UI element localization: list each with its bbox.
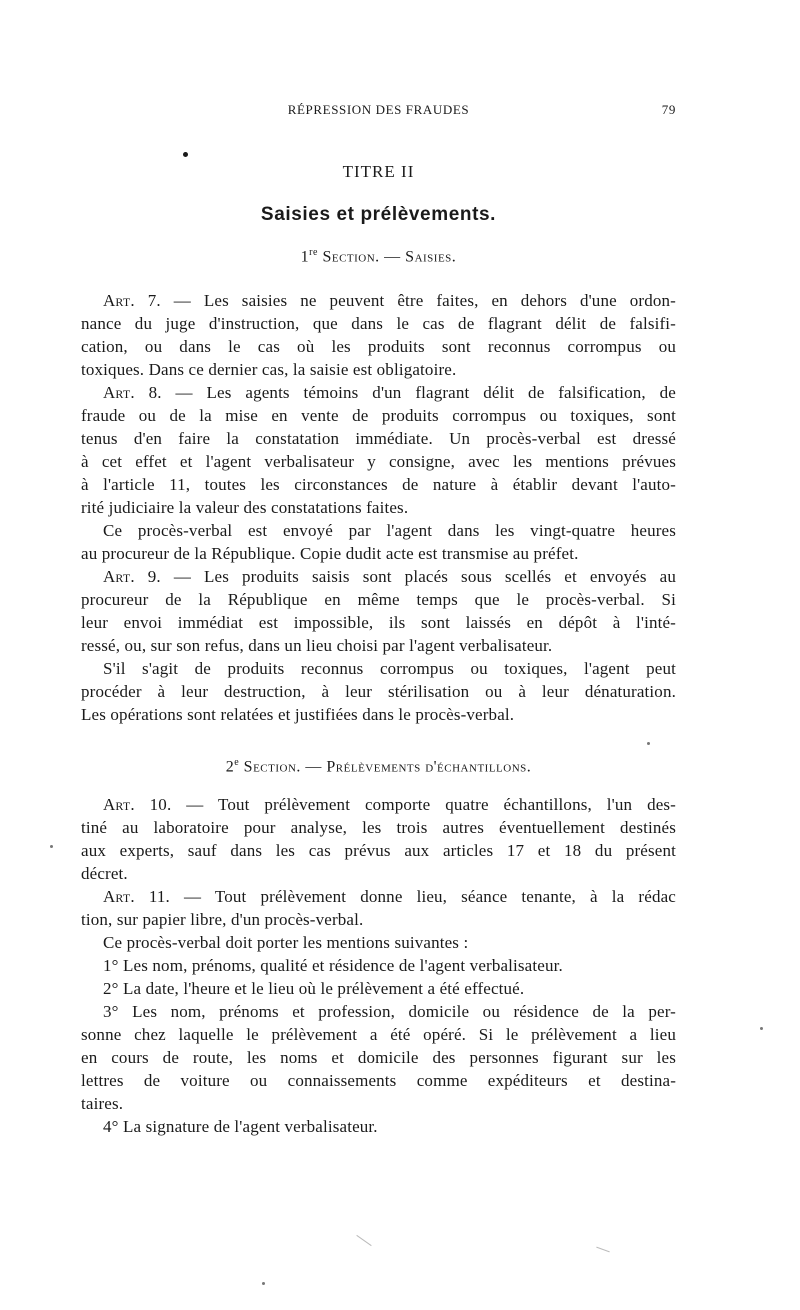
article-11-line: tion, sur papier libre, d'un procès-verbal.	[81, 910, 364, 929]
article-10-line: aux experts, sauf dans les cas prévus aux articles 17 et 18 du présent	[81, 841, 676, 860]
scan-mark	[356, 1235, 371, 1246]
article-8-line	[81, 381, 676, 404]
article-11-line	[81, 885, 676, 908]
article-8-line: fraude ou de la mise en vente de produits corrompus ou toxiques, sont	[81, 406, 676, 425]
section-2-number: 2	[225, 758, 235, 776]
page-number: 79	[661, 102, 676, 117]
scan-speck	[50, 845, 53, 848]
article-9	[81, 565, 676, 726]
article-7-line	[81, 289, 676, 312]
article-8	[81, 381, 676, 565]
chapter-title: TITRE II	[342, 162, 415, 181]
article-8-line: au procureur de la République. Copie dudit acte est transmise au préfet.	[81, 544, 579, 563]
article-11-text: — Tout prélèvement donne lieu, séance tenante, à la rédac	[183, 887, 676, 906]
article-11-label: Art. 11.	[103, 887, 170, 906]
article-10-label: Art. 10.	[103, 795, 172, 814]
list-item: 4° La signature de l'agent verbalisateur.	[103, 1117, 378, 1136]
list-item-line: en cours de route, les noms et domicile des personnes figurant sur les	[81, 1048, 676, 1067]
section-1-heading	[81, 247, 676, 266]
scan-speck	[647, 742, 650, 745]
list-item: 2° La date, l'heure et le lieu où le prélèvement a été effectué.	[103, 979, 525, 998]
article-10-line: décret.	[81, 864, 128, 883]
list-item-line: sonne chez laquelle le prélèvement a été opéré. Si le prélèvement a lieu	[81, 1025, 676, 1044]
article-7-text: — Les saisies ne peuvent être faites, en dehors d'une ordon-	[173, 291, 676, 310]
article-9-line: S'il s'agit de produits reconnus corrompus ou toxiques, l'agent peut	[103, 659, 676, 678]
list-item-line: lettres de voiture ou connaissements comme expéditeurs et destina-	[81, 1071, 676, 1090]
list-item: 3° Les nom, prénoms et profession, domicile ou résidence de la per-	[103, 1002, 676, 1021]
article-10-line	[81, 793, 676, 816]
article-8-line: à cet effet et l'agent verbalisateur y consigne, avec les mentions prévues	[81, 452, 676, 471]
article-8-line: à l'article 11, toutes les circonstances de nature à établir devant l'auto-	[81, 475, 676, 494]
article-10-line: tiné au laboratoire pour analyse, les trois autres éventuellement destinés	[81, 818, 676, 837]
article-7-line: toxiques. Dans ce dernier cas, la saisie est obligatoire.	[81, 360, 457, 379]
ink-dot	[183, 152, 188, 157]
section-2-number-suffix: e	[234, 757, 240, 768]
article-9-line	[81, 565, 676, 588]
section-1-number-suffix: re	[309, 247, 318, 258]
article-9-line: Les opérations sont relatées et justifiées dans le procès-verbal.	[81, 705, 515, 724]
article-8-line: rité judiciaire la valeur des constatations faites.	[81, 498, 409, 517]
article-10	[81, 793, 676, 885]
scan-speck	[760, 1027, 763, 1030]
article-8-text: — Les agents témoins d'un flagrant délit de falsification, de	[175, 383, 676, 402]
section-1-label: Section. — Saisies.	[322, 248, 457, 266]
article-11-line: Ce procès-verbal doit porter les mentions suivantes :	[103, 933, 469, 952]
article-7	[81, 289, 676, 381]
chapter-subtitle: Saisies et prélèvements.	[260, 204, 497, 225]
article-9-label: Art. 9.	[103, 567, 161, 586]
scan-speck	[262, 1282, 265, 1285]
list-item-line: taires.	[81, 1094, 124, 1113]
list-item: 1° Les nom, prénoms, qualité et résidence de l'agent verbalisateur.	[103, 956, 563, 975]
article-8-line: Ce procès-verbal est envoyé par l'agent dans les vingt-quatre heures	[103, 521, 676, 540]
article-7-label: Art. 7.	[103, 291, 161, 310]
article-9-line: ressé, ou, sur son refus, dans un lieu choisi par l'agent verbalisateur.	[81, 636, 553, 655]
article-11	[81, 885, 676, 1138]
article-9-text: — Les produits saisis sont placés sous scellés et envoyés au	[173, 567, 676, 586]
section-2-heading	[81, 757, 676, 776]
scan-mark	[596, 1247, 609, 1253]
article-9-line: leur envoi immédiat est impossible, ils sont laissés en dépôt à l'inté-	[81, 613, 676, 632]
article-7-line: nance du juge d'instruction, que dans le cas de flagrant délit de falsifi-	[81, 314, 676, 333]
running-head-title: RÉPRESSION DES FRAUDES	[287, 102, 470, 117]
article-8-line: tenus d'en faire la constatation immédiate. Un procès-verbal est dressé	[81, 429, 676, 448]
article-9-line: procéder à leur destruction, à leur stérilisation ou à leur dénaturation.	[81, 682, 676, 701]
article-10-text: — Tout prélèvement comporte quatre échantillons, l'un des-	[186, 795, 676, 814]
article-9-line: procureur de la République en même temps que le procès-verbal. Si	[81, 590, 676, 609]
section-2-label: Section. — Prélèvements d'échantillons.	[243, 758, 532, 776]
section-1-number: 1	[300, 248, 310, 266]
article-8-label: Art. 8.	[103, 383, 162, 402]
article-7-line: cation, ou dans le cas où les produits sont reconnus corrompus ou	[81, 337, 676, 356]
